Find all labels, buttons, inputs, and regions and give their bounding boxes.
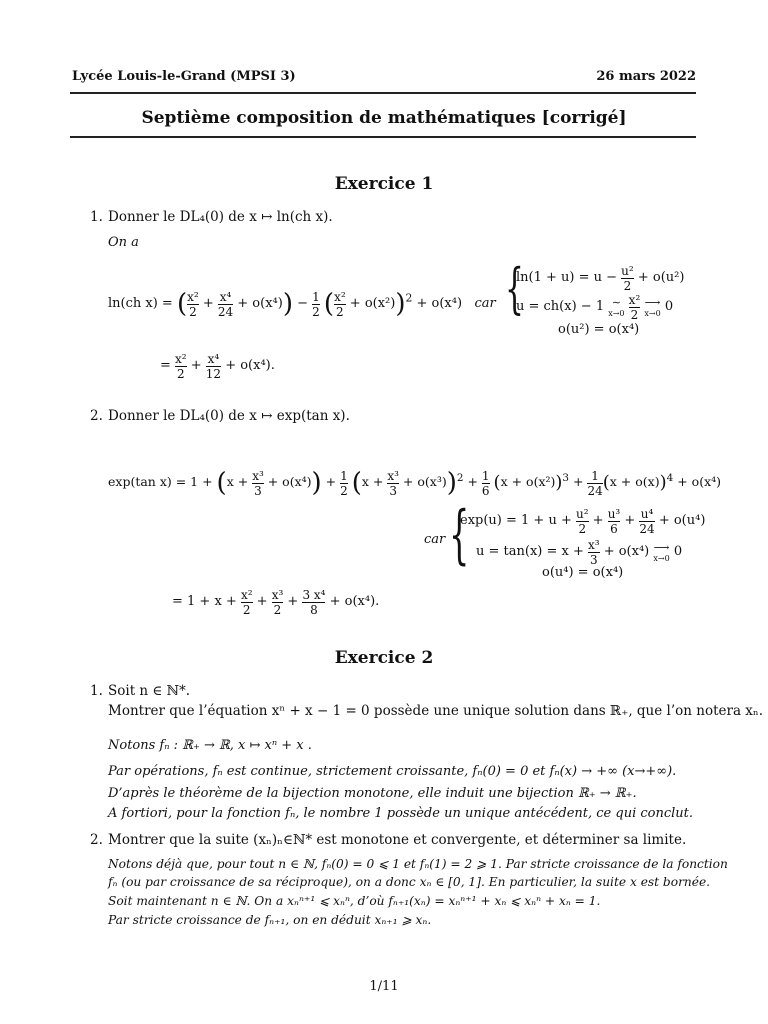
ex2-q1-number: 1. [90,683,103,699]
exercise-1-heading: Exercice 1 [334,174,434,194]
ex1-q2-formula: exp(tan x) = 1 + (x + $\frac{\text{x³}}{3}$ + o(x⁴)) + $\frac{1}{2}$ (x + $\frac{\text{x³}}{3}$ + o(x³))$^2$ + $\frac{1}{6}$ $(x + o(x^2))^3$ + $\frac{1}{24}$ $(x + o(x))^4 + o(x^4)$ [108,468,722,498]
ex2-q1-statement-2: Montrer que l’équation xⁿ + x − 1 = 0 possède une unique solution dans ℝ₊, que l’on notera xₙ. [108,703,764,719]
ex2-question-2 [90,832,686,848]
ex1-q1-system-line3: o(u²) = o(x⁴) [558,322,640,337]
header-rule-bottom [70,136,696,138]
ex1-question-1 [90,209,333,225]
ex1-q2-system-line2: u = tan(x) = x + $\frac{\text{x³}}{3}$ + o(x⁴) ⟶ x→0 0 [476,538,683,567]
ex2-q1-paragraph-2: D’après le théorème de la bijection monotone, elle induit une bijection ℝ₊ → ℝ₊. [108,786,637,801]
ex1-q2-statement: Donner le DL₄(0) de x ↦ exp(tan x). [108,408,350,424]
ex1-q1-lhs: ln(ch x) = [108,296,177,311]
ex2-q2-paragraph-4: Par stricte croissance de fₙ₊₁, on en déduit xₙ₊₁ ⩾ xₙ. [108,913,432,927]
ex2-q2-statement: Montrer que la suite (xₙ)ₙ∈ℕ* est monotone et convergente, et déterminer sa limite. [108,832,687,848]
ex1-q2-system-brace: { [449,498,470,572]
ex2-question-1 [90,683,190,699]
page-number: 1/11 [369,979,399,994]
document-title: Septième composition de mathématiques [corrigé] [141,108,627,128]
ex1-q1-result: = $\frac{\text{x²}}{2}$ + $\frac{\text{x⁴}}{12}$ + o(x⁴). [160,352,275,381]
ex1-q2-system-line3: o(u⁴) = o(x⁴) [542,565,624,580]
ex1-question-2 [90,408,350,424]
ex2-q2-paragraph-1: Notons déjà que, pour tout n ∈ ℕ, fₙ(0) = 0 ⩽ 1 et fₙ(1) = 2 ⩾ 1. Par stricte croissance de la fonction [108,857,728,871]
ex2-q1-notons: Notons fₙ : ℝ₊ → ℝ, x ↦ xⁿ + x . [108,738,312,753]
ex1-q1-statement: Donner le DL₄(0) de x ↦ ln(ch x). [108,209,333,225]
ex1-q1-formula: ln(ch x) = ( $\frac{\text{x²}}{2}$ + $\frac{\text{x⁴}}{24}$ + o(x⁴)) − $\frac{1}{2}$ ( $\frac{\text{x²}}{2}$ + o(x²))$^2$ + o(x⁴) car [108,289,496,319]
header-date: 26 mars 2022 [596,69,696,84]
ex1-q2-result: = 1 + x + $\frac{\text{x²}}{2}$ + $\frac{\text{x³}}{2}$ + $\frac{\text{3 x⁴}}{8}$ + o(x⁴). [172,588,380,617]
ex1-q1-system-line1: ln(1 + u) = u − $\frac{\text{u²}}{2}$ + o(u²) [516,264,685,293]
ex2-q1-paragraph-1: Par opérations, fₙ est continue, strictement croissante, fₙ(0) = 0 et fₙ(x) → +∞ (x→+∞). [108,764,677,779]
ex1-q1-car: car [474,296,496,311]
ex1-q1-number: 1. [90,209,103,225]
ex2-q2-number: 2. [90,832,103,848]
header-rule-top [70,92,696,94]
ex1-q2-car: car [424,532,446,547]
exercise-2-heading: Exercice 2 [334,648,434,668]
ex2-q1-statement-1: Soit n ∈ ℕ*. [108,683,191,699]
ex1-q1-system-line2: u = ch(x) − 1 ∼ x→0 $\frac{\text{x²}}{2}$ ⟶ x→0 0 [516,293,674,322]
ex2-q1-paragraph-3: A fortiori, pour la fonction fₙ, le nombre 1 possède un unique antécédent, ce qui conclut. [108,806,694,821]
ex1-q2-number: 2. [90,408,103,424]
ex2-q2-paragraph-2: fₙ (ou par croissance de sa réciproque), on a donc xₙ ∈ [0, 1]. En particulier, la suite x est bornée. [108,875,711,889]
ex1-q2-system-line1: exp(u) = 1 + u + $\frac{\text{u²}}{2}$ + $\frac{\text{u³}}{6}$ + $\frac{\text{u⁴}}{24}$ + o(u⁴) [460,507,706,536]
ex2-q2-paragraph-3: Soit maintenant n ∈ ℕ. On a xₙⁿ⁺¹ ⩽ xₙⁿ, d’où fₙ₊₁(xₙ) = xₙⁿ⁺¹ + xₙ ⩽ xₙⁿ + xₙ = 1. [108,894,601,908]
header-school: Lycée Louis-le-Grand (MPSI 3) [72,69,296,84]
ex1-q1-intro: On a [108,235,139,250]
ex1-q1-system-brace: { [505,257,524,320]
